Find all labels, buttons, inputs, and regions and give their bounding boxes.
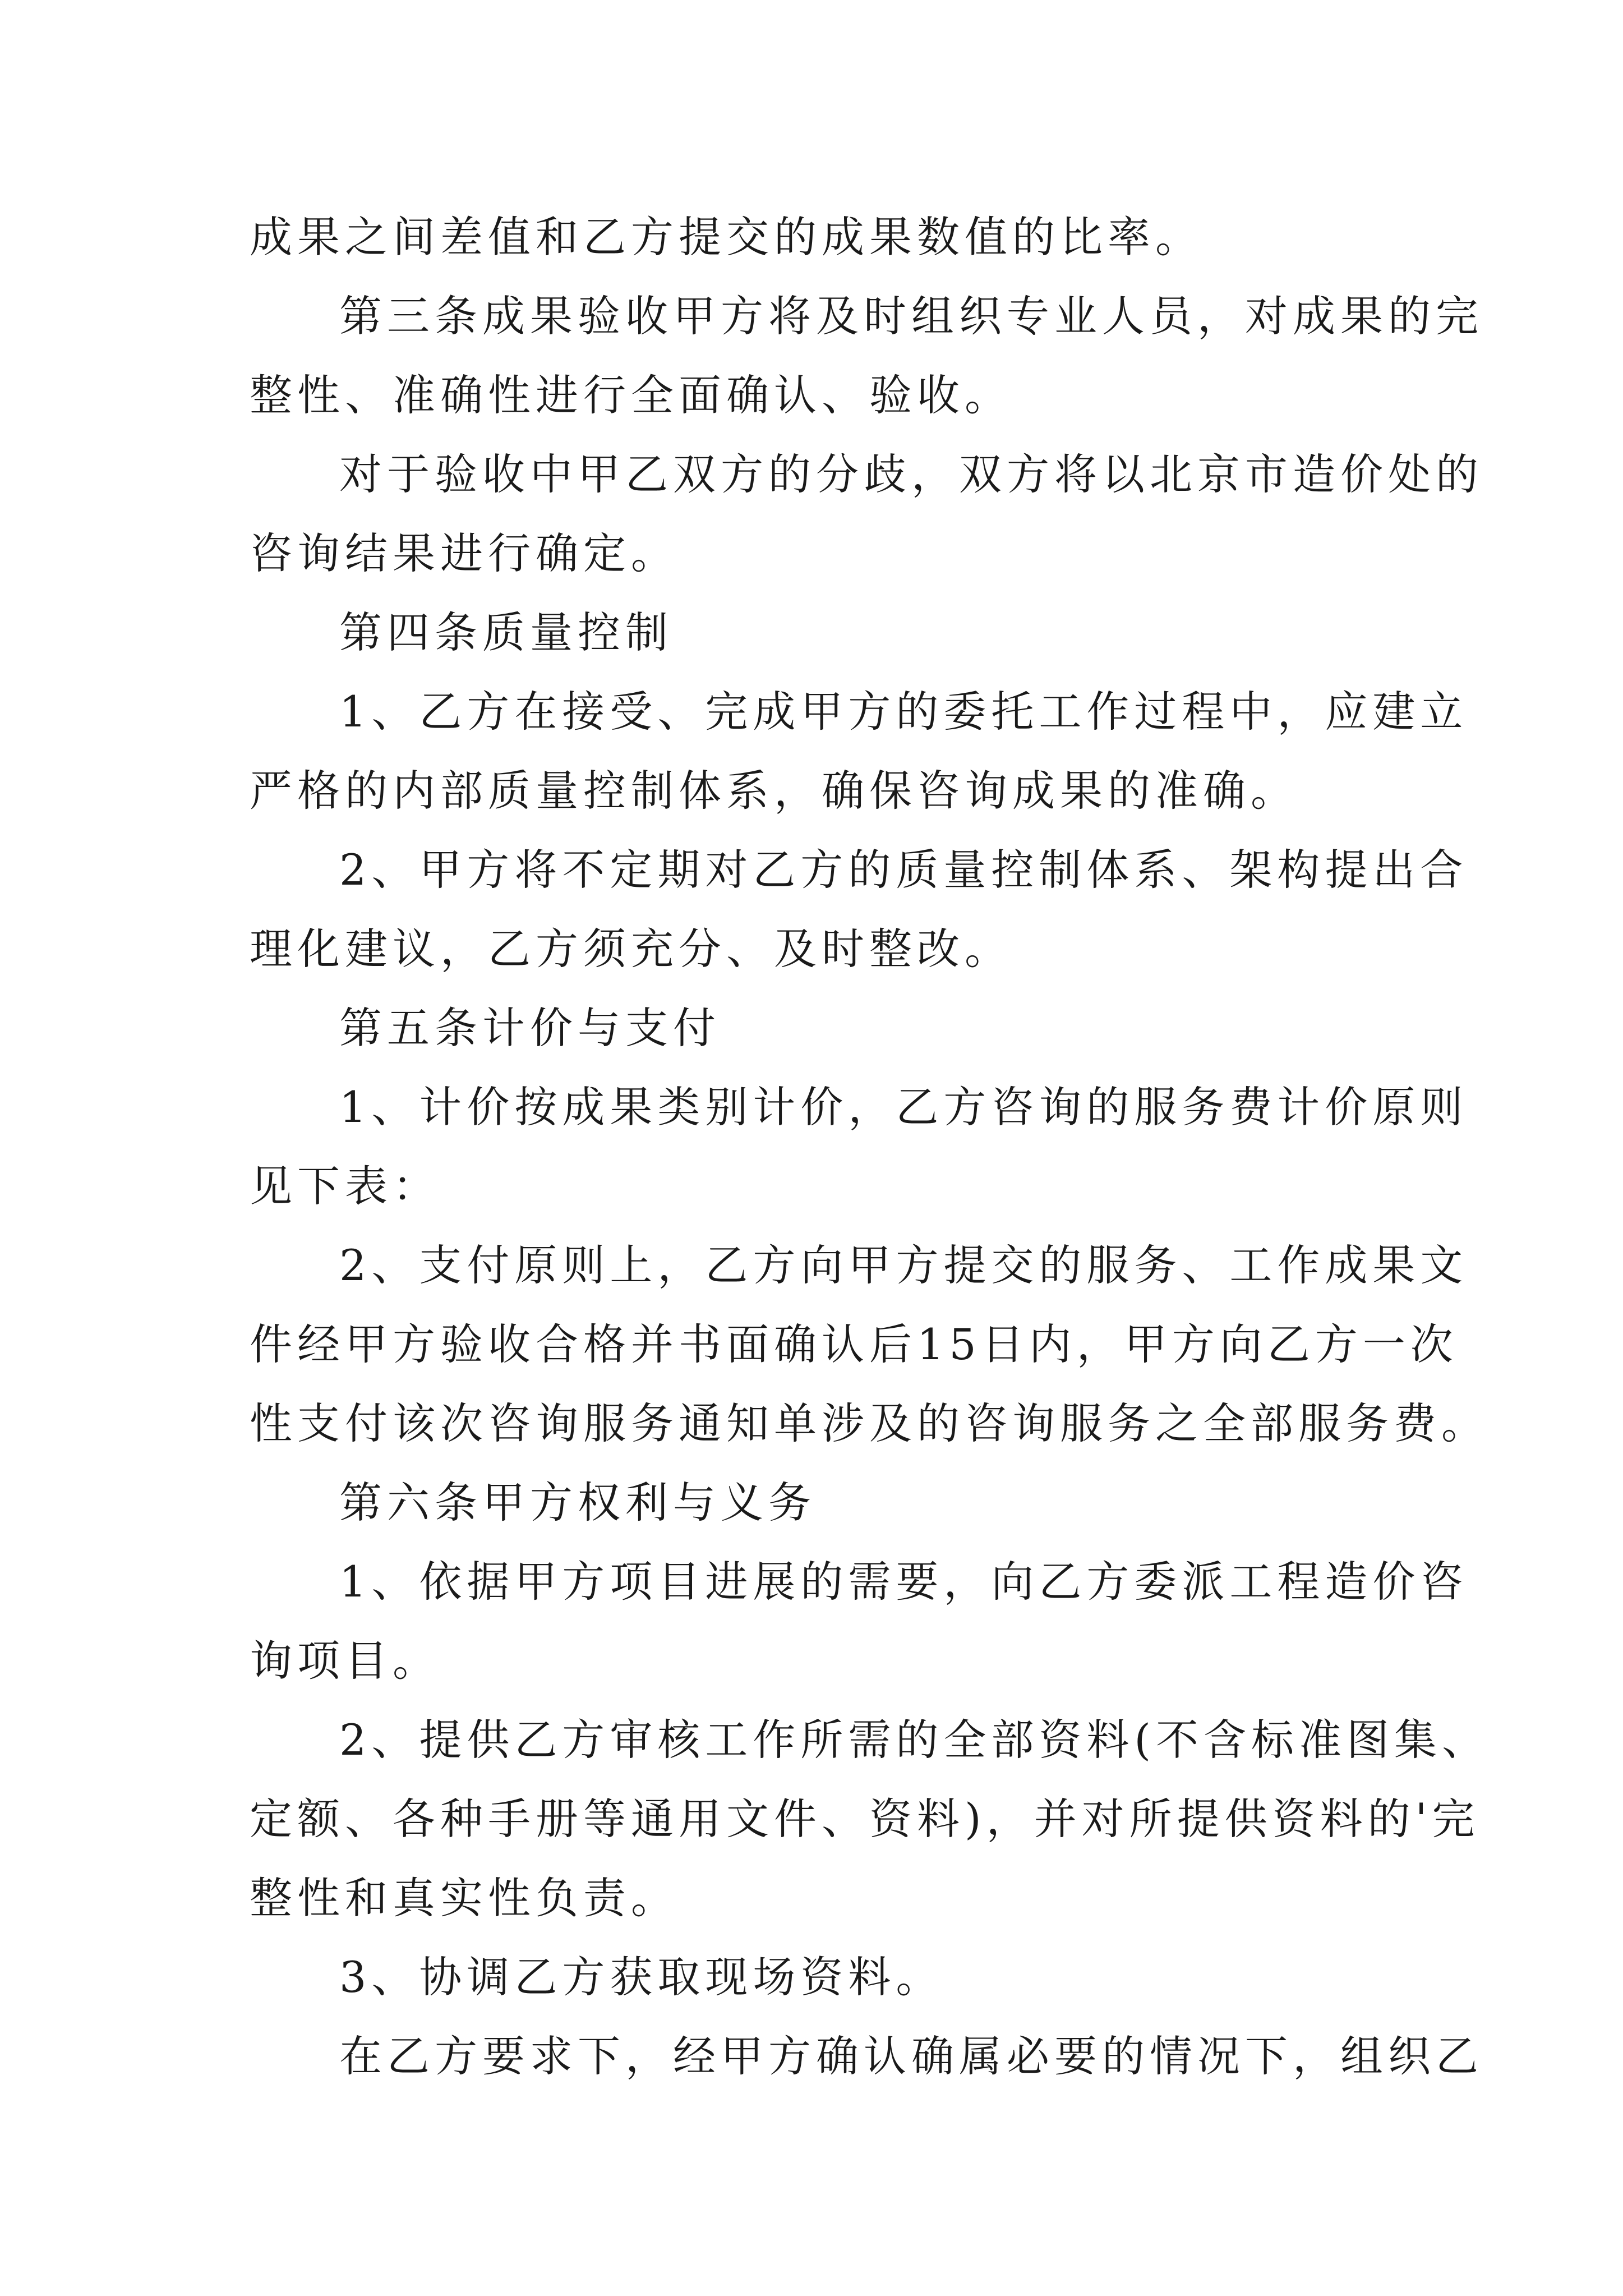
text-line-13: 见下表：: [250, 1161, 440, 1211]
text-line-16: 性支付该次咨询服务通知单涉及的咨询服务之全部服务费。: [250, 1398, 1489, 1448]
text-line-19: 询项目。: [250, 1636, 440, 1686]
text-line-2: 第三条成果验收甲方将及时组织专业人员，对成果的完: [339, 291, 1483, 341]
text-line-20: 2、提供乙方审核工作所需的全部资料(不含标准图集、: [339, 1715, 1490, 1765]
text-line-1: 成果之间差值和乙方提交的成果数值的比率。: [250, 212, 1203, 262]
text-line-24: 在乙方要求下，经甲方确认确属必要的情况下，组织乙: [339, 2031, 1483, 2081]
section-heading-5: 第五条计价与支付: [339, 1003, 721, 1053]
text-line-12: 1、计价按成果类别计价，乙方咨询的服务费计价原则: [339, 1082, 1468, 1132]
text-line-7: 1、乙方在接受、完成甲方的委托工作过程中，应建立: [339, 687, 1468, 737]
text-line-9: 2、甲方将不定期对乙方的质量控制体系、架构提出合: [339, 845, 1468, 895]
text-line-18: 1、依据甲方项目进展的需要，向乙方委派工程造价咨: [339, 1557, 1468, 1607]
section-heading-4: 第四条质量控制: [339, 608, 673, 657]
text-line-21: 定额、各种手册等通用文件、资料)，并对所提供资料的'完: [250, 1794, 1480, 1844]
text-line-4: 对于验收中甲乙双方的分歧，双方将以北京市造价处的: [339, 449, 1483, 499]
text-line-10: 理化建议，乙方须充分、及时整改。: [250, 924, 1012, 974]
text-line-3: 整性、准确性进行全面确认、验收。: [250, 370, 1012, 420]
text-line-5: 咨询结果进行确定。: [250, 528, 679, 578]
text-line-14: 2、支付原则上，乙方向甲方提交的服务、工作成果文: [339, 1240, 1468, 1290]
text-line-22: 整性和真实性负责。: [250, 1873, 679, 1923]
document-body: [250, 197, 1490, 2096]
text-line-23: 3、协调乙方获取现场资料。: [339, 1952, 944, 2002]
text-line-15: 件经甲方验收合格并书面确认后15日内，甲方向乙方一次: [250, 1319, 1458, 1369]
section-heading-6: 第六条甲方权利与义务: [339, 1478, 816, 1527]
text-line-8: 严格的内部质量控制体系，确保咨询成果的准确。: [250, 766, 1298, 816]
